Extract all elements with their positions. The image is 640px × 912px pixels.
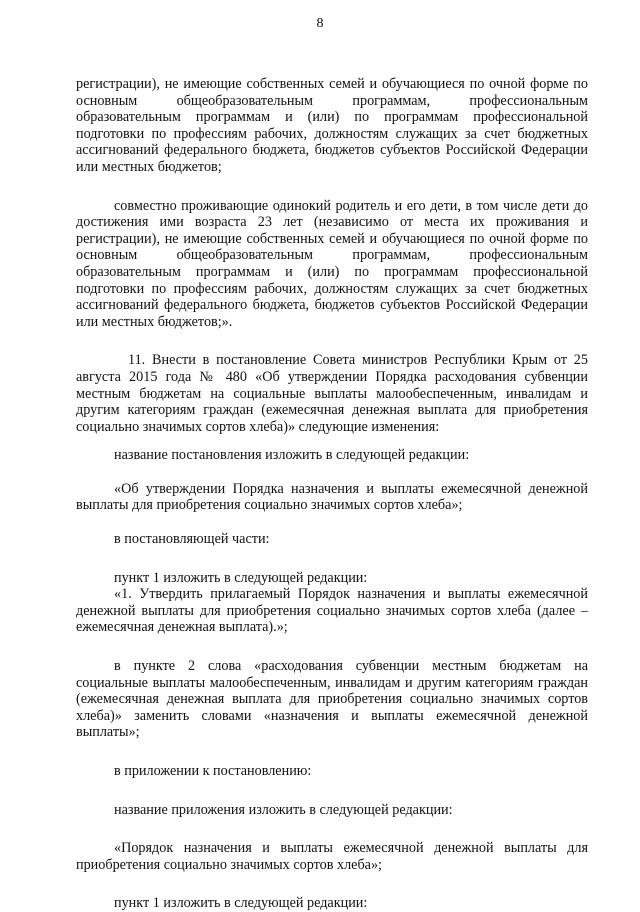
paragraph-point-1: пункт 1 изложить в следующей редакции: xyxy=(114,569,368,586)
page-number: 8 xyxy=(316,16,324,31)
paragraph-appendix-new-title: «Порядок назначения и выплаты ежемесячной денежной выплаты для приобретения социально значимых сортов хлеба»; xyxy=(76,840,588,873)
paragraph-point-1-text: «1. Утвердить прилагаемый Порядок назначения и выплаты ежемесячной денежной выплаты для приобретения социально значимых сортов хлеба (далее – ежемесячная денежная выплата).»; xyxy=(76,586,588,636)
paragraph-point-2: в пункте 2 слова «расходования субвенции местным бюджетам на социальные выплаты малообеспеченным, инвалидам и другим категориям граждан (ежемесячная денежная выплата для приобретения социально значимых сортов хлеба)» заменить словами «назначения и выплаты ежемесячной денежной выплаты»; xyxy=(76,658,588,741)
paragraph-appendix: в приложении к постановлению: xyxy=(114,763,312,779)
paragraph-new-title: «Об утверждении Порядка назначения и выплаты ежемесячной денежной выплаты для приобретения социально значимых сортов хлеба»; xyxy=(76,480,588,514)
document-body xyxy=(76,76,588,912)
paragraph-appendix-point-1: пункт 1 изложить в следующей редакции: xyxy=(114,895,368,912)
paragraph-title-change: название постановления изложить в следующей редакции: xyxy=(114,447,470,464)
paragraph-appendix-title: название приложения изложить в следующей редакции: xyxy=(114,801,453,818)
paragraph-single-parent: совместно проживающие одинокий родитель и его дети, в том числе дети до достижения ими возраста 23 лет (независимо от места их проживания и регистрации), не имеющие собственных семей и обучающиеся по очной форме по основным общеобразовательным программам, профессиональным образовательным программам и (или) по программам профессиональной подготовки по профессиям рабочих, должностям служащих за счет бюджетных ассигнований федерального бюджета, бюджетов субъектов Российской Федерации или местных бюджетов;». xyxy=(76,197,588,330)
paragraph-operative-part: в постановляющей части: xyxy=(114,531,270,548)
paragraph-item-11: 11. Внести в постановление Совета министров Республики Крым от 25 августа 2015 года № 480 «Об утверждении Порядка расходования субвенции местным бюджетам на социальные выплаты малообеспеченным, инвалидам и другим категориям граждан (ежемесячная денежная выплата для приобретения социально значимых сортов хлеба)» следующие изменения: xyxy=(76,352,588,435)
paragraph-continuation: регистрации), не имеющие собственных семей и обучающиеся по очной форме по основным общеобразовательным программам, профессиональным образовательным программам и (или) по программам профессиональной подготовки по профессиям рабочих, должностям служащих за счет бюджетных ассигнований федерального бюджета, бюджетов субъектов Российской Федерации или местных бюджетов; xyxy=(76,76,588,175)
